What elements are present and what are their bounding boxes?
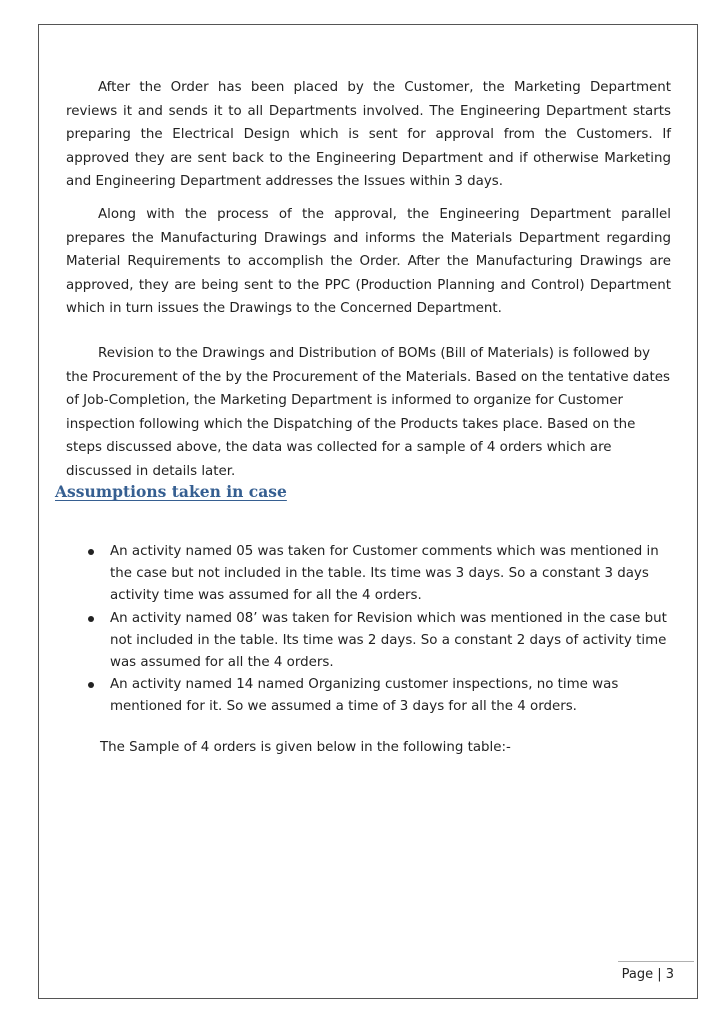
section-heading-assumptions: Assumptions taken in case	[55, 482, 287, 501]
bullet-icon	[88, 682, 94, 688]
list-item	[84, 608, 676, 675]
footer-divider	[618, 961, 694, 962]
paragraph-approval-process: Along with the process of the approval, the Engineering Department parallel prepares the Manufacturing Drawings and informs the Materials Department regarding Material Requirements to accomplish the Order. After the Manufacturing Drawings are approved, they are being sent to the PPC (Production Planning and Control) Department which in turn issues the Drawings to the Concerned Department.	[66, 207, 671, 317]
paragraph-revision-procurement: Revision to the Drawings and Distribution of BOMs (Bill of Materials) is followed by the Procurement of the by the Procurement of the Materials. Based on the tentative dates of Job-Completion, the Marketing Department is informed to organize for Customer inspection following which the Dispatching of the Products takes place. Based on the steps discussed above, the data was collected for a sample of 4 orders which are discussed in details later.	[66, 346, 670, 479]
page-number: Page | 3	[621, 967, 674, 982]
list-item	[84, 674, 676, 718]
assumption-text: An activity named 05 was taken for Customer comments which was mentioned in the case but not included in the table. Its time was 3 days. So a constant 3 days activity time was assumed for all the 4 orders.	[110, 544, 659, 604]
assumptions-list	[84, 541, 676, 719]
list-item	[84, 541, 676, 608]
sample-table-intro: The Sample of 4 orders is given below in the following table:-	[100, 740, 511, 755]
assumption-text: An activity named 08’ was taken for Revision which was mentioned in the case but not included in the table. Its time was 2 days. So a constant 2 days of activity time was assumed for all the 4 orders.	[110, 610, 667, 671]
assumption-text: An activity named 14 named Organizing customer inspections, no time was mentioned for it. So we assumed a time of 3 days for all the 4 orders.	[110, 677, 619, 715]
paragraph-order-review: After the Order has been placed by the Customer, the Marketing Department reviews it and sends it to all Departments involved. The Engineering Department starts preparing the Electrical Design which is sent for approval from the Customers. If approved they are sent back to the Engineering Department and if otherwise Marketing and Engineering Department addresses the Issues within 3 days.	[66, 80, 671, 190]
bullet-icon	[88, 616, 94, 622]
bullet-icon	[88, 549, 94, 555]
